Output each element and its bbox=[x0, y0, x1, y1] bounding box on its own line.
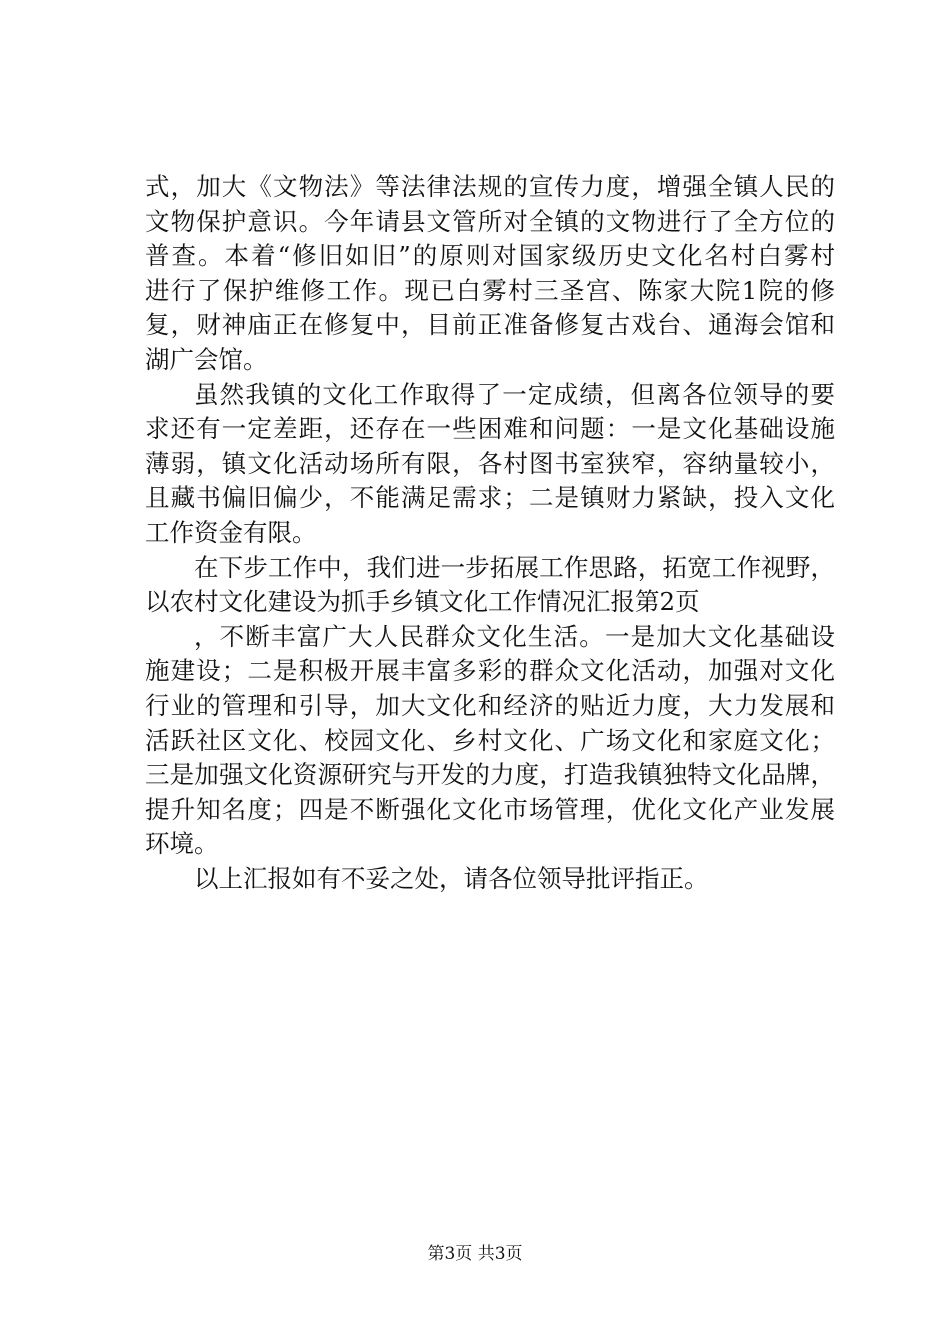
text-line: 湖广会馆。 bbox=[145, 344, 268, 374]
text-line: 行业的管理和引导，加大文化和经济的贴近力度，大力发展和 bbox=[145, 690, 835, 720]
text-line: 施建设；二是积极开展丰富多彩的群众文化活动，加强对文化 bbox=[145, 656, 835, 686]
text-line: 薄弱，镇文化活动场所有限，各村图书室狭窄，容纳量较小， bbox=[145, 448, 835, 478]
text-line: 环境。 bbox=[145, 829, 219, 859]
text-line: 虽然我镇的文化工作取得了一定成绩，但离各位领导的要 bbox=[194, 379, 835, 409]
text-line: 以农村文化建设为抓手乡镇文化工作情况汇报第2页 bbox=[145, 587, 700, 617]
text-line: 求还有一定差距，还存在一些困难和问题：一是文化基础设施 bbox=[145, 414, 835, 444]
text-line: 以上汇报如有不妥之处，请各位领导批评指正。 bbox=[194, 863, 709, 893]
text-line: ，不断丰富广大人民群众文化生活。一是加大文化基础设 bbox=[194, 621, 835, 651]
text-line: 在下步工作中，我们进一步拓展工作思路，拓宽工作视野， bbox=[194, 552, 835, 582]
text-line: 文物保护意识。今年请县文管所对全镇的文物进行了全方位的 bbox=[145, 206, 835, 236]
text-line: 进行了保护维修工作。现已白雾村三圣宫、陈家大院1院的修 bbox=[145, 275, 835, 305]
text-line: 三是加强文化资源研究与开发的力度，打造我镇独特文化品牌， bbox=[145, 760, 835, 790]
text-line: 式，加大《文物法》等法律法规的宣传力度，增强全镇人民的 bbox=[145, 172, 835, 201]
text-line: 复，财神庙正在修复中，目前正准备修复古戏台、通海会馆和 bbox=[145, 310, 835, 340]
text-line: 活跃社区文化、校园文化、乡村文化、广场文化和家庭文化； bbox=[145, 725, 835, 755]
document-body bbox=[145, 170, 835, 896]
text-line: 普查。本着“修旧如旧”的原则对国家级历史文化名村白雾村 bbox=[145, 241, 835, 271]
text-line: 提升知名度；四是不断强化文化市场管理，优化文化产业发展 bbox=[145, 794, 835, 824]
page-footer: 第3页 共3页 bbox=[427, 1244, 523, 1264]
text-line: 工作资金有限。 bbox=[145, 517, 317, 547]
text-line: 且藏书偏旧偏少，不能满足需求；二是镇财力紧缺，投入文化 bbox=[145, 483, 835, 513]
